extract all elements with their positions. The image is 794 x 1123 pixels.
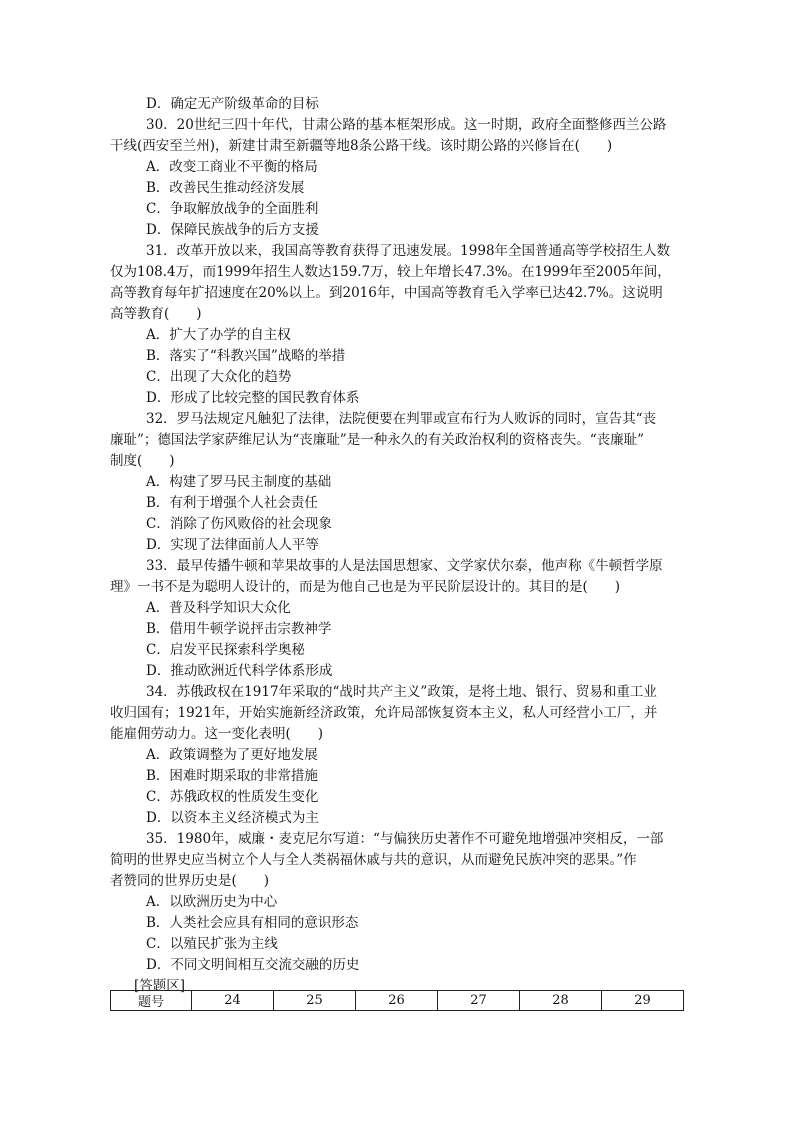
question-stem-line: 者赞同的世界历史是( ) (110, 873, 270, 889)
question-stem-line: 高等教育( ) (110, 306, 202, 322)
answer-option: C．争取解放战争的全面胜利 (146, 201, 319, 217)
question-stem-line: 能雇佣劳动力。这一变化表明( ) (110, 726, 324, 742)
question-block (110, 556, 684, 682)
answer-table-number-cell: 24 (192, 991, 274, 1011)
answer-table-number-cell: 28 (520, 991, 602, 1011)
answer-option: B．有利于增强个人社会责任 (146, 495, 318, 511)
answer-option: A．以欧洲历史为中心 (146, 894, 278, 910)
answer-table-number-cell: 26 (356, 991, 438, 1011)
answer-option: D．推动欧洲近代科学体系形成 (146, 663, 333, 679)
answer-option: D．以资本主义经济模式为主 (146, 810, 319, 826)
answer-option: B．困难时期采取的非常措施 (146, 768, 318, 784)
answer-option: B．落实了“科教兴国”战略的举措 (146, 348, 346, 364)
question-stem-line: 34．苏俄政权在1917年采取的“战时共产主义”政策，是将土地、银行、贸易和重工业 (146, 684, 657, 700)
question-block (110, 682, 684, 829)
question-content (110, 94, 684, 997)
question-stem-line: 收归国有；1921年，开始实施新经济政策，允许局部恢复资本主义，私人可经营小工厂，并 (110, 705, 658, 721)
answer-table-header-row (111, 991, 684, 1011)
answer-option: C．消除了伤风败俗的社会现象 (146, 516, 332, 532)
answer-area-label: [答题区] (134, 978, 186, 994)
answer-option: D．实现了法律面前人人平等 (146, 537, 319, 553)
answer-table-number-cell: 27 (438, 991, 520, 1011)
answer-option: D．保障民族战争的后方支援 (146, 222, 319, 238)
question-block (110, 115, 684, 241)
answer-option: C．苏俄政权的性质发生变化 (146, 789, 319, 805)
answer-option: A．改变工商业不平衡的格局 (146, 159, 318, 175)
question-block (110, 241, 684, 409)
answer-option: B．借用牛顿学说抨击宗教神学 (146, 621, 332, 637)
question-block (110, 829, 684, 976)
answer-option: B．人类社会应具有相同的意识形态 (146, 915, 359, 931)
answer-table-number-cell: 29 (602, 991, 684, 1011)
answer-option: C．以殖民扩张为主线 (146, 936, 278, 952)
question-stem-line: 理》一书不是为聪明人设计的，而是为他自己也是为平民阶层设计的。其目的是( ) (110, 579, 621, 595)
answer-option: D．形成了比较完整的国民教育体系 (146, 390, 360, 406)
answer-option: A．普及科学知识大众化 (146, 600, 291, 616)
answer-table-label: 题号 (111, 991, 192, 1011)
answer-option: D．不同文明间相互交流交融的历史 (146, 957, 360, 973)
question-stem-line: 35．1980年，威廉・麦克尼尔写道：“与偏狭历史著作不可避免地增强冲突相反，一部 (146, 831, 664, 847)
question-stem-line: 仅为108.4万，而1999年招生人数达159.7万，较上年增长47.3%。在1999年至2005年间， (110, 264, 671, 280)
answer-option: C．启发平民探索科学奥秘 (146, 642, 305, 658)
answer-option: A．扩大了办学的自主权 (146, 327, 291, 343)
question-stem-line: 30．20世纪三四十年代，甘肃公路的基本框架形成。这一时期，政府全面整修西兰公路 (146, 117, 667, 133)
question-stem-line: 干线(西安至兰州)，新建甘肃至新疆等地8条公路干线。该时期公路的兴修旨在( ) (110, 138, 613, 154)
answer-option: C．出现了大众化的趋势 (146, 369, 292, 385)
question-stem-line: 高等教育每年扩招速度在20%以上。到2016年，中国高等教育毛入学率已达42.7%。这说明 (110, 285, 663, 301)
question-block (110, 409, 684, 556)
answer-table-number-cell: 25 (274, 991, 356, 1011)
question-stem-line: 31．改革开放以来，我国高等教育获得了迅速发展。1998年全国普通高等学校招生人数 (146, 243, 671, 259)
answer-option: A．构建了罗马民主制度的基础 (146, 474, 332, 490)
answer-table (110, 990, 684, 1011)
answer-option: B．改善民生推动经济发展 (146, 180, 305, 196)
question-stem-line: 简明的世界史应当树立个人与全人类祸福休戚与共的意识，从而避免民族冲突的恶果。”作 (110, 852, 637, 868)
question-stem-line: 33．最早传播牛顿和苹果故事的人是法国思想家、文学家伏尔泰，他声称《牛顿哲学原 (146, 558, 663, 574)
question-stem-line: 制度( ) (110, 453, 175, 469)
question-stem-line: 廉耻”；德国法学家萨维尼认为“丧廉耻”是一种永久的有关政治权利的资格丧失。“丧廉耻” (110, 432, 645, 448)
continuation-option: D．确定无产阶级革命的目标 (146, 96, 319, 112)
answer-option: A．政策调整为了更好地发展 (146, 747, 318, 763)
question-stem-line: 32．罗马法规定凡触犯了法律，法院便要在判罪或宣布行为人败诉的同时，宣告其“丧 (146, 411, 657, 427)
